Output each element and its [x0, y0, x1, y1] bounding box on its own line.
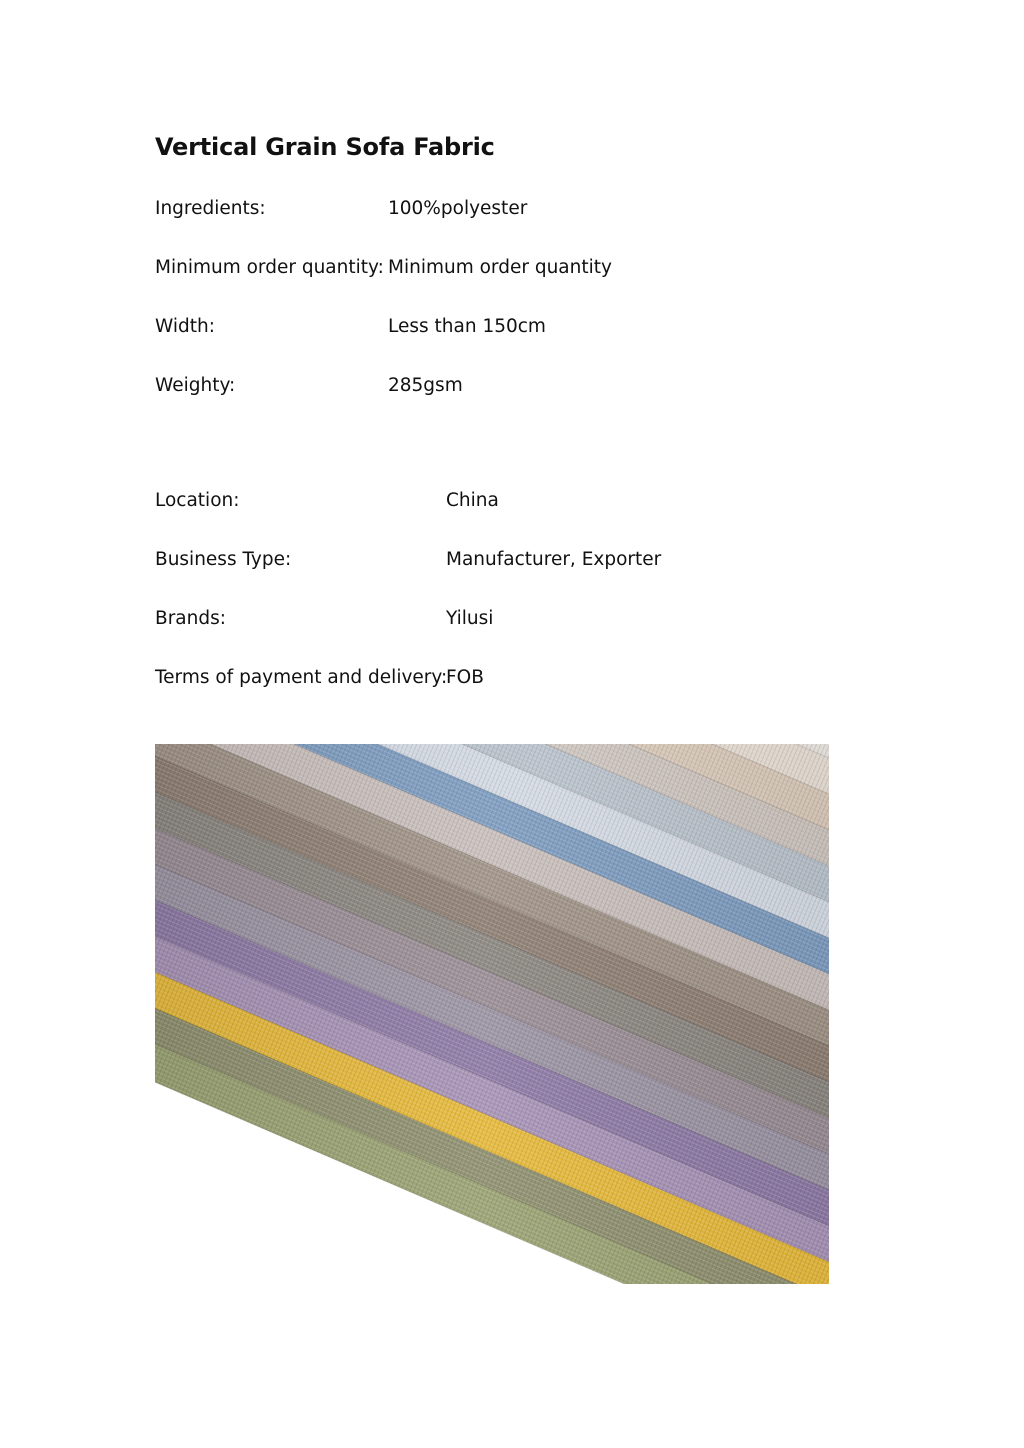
- spec-label: Weighty:: [155, 375, 236, 396]
- company-value: China: [446, 490, 499, 511]
- company-value: Manufacturer, Exporter: [446, 549, 662, 570]
- page-title: Vertical Grain Sofa Fabric: [155, 133, 495, 161]
- company-label: Business Type:: [155, 549, 292, 570]
- spec-label: Ingredients:: [155, 198, 266, 219]
- company-value: Yilusi: [446, 608, 494, 629]
- company-label: Brands:: [155, 608, 226, 629]
- spec-label: Minimum order quantity:: [155, 257, 384, 278]
- fabric-swatches-image: [155, 744, 829, 1284]
- spec-value: Minimum order quantity: [388, 257, 612, 278]
- company-label: Location:: [155, 490, 240, 511]
- spec-label: Width:: [155, 316, 215, 337]
- spec-value: 285gsm: [388, 375, 463, 396]
- spec-value: Less than 150cm: [388, 316, 546, 337]
- fabric-swatches-illustration: [155, 744, 829, 1284]
- company-value: FOB: [446, 667, 484, 688]
- spec-value: 100%polyester: [388, 198, 528, 219]
- company-label: Terms of payment and delivery:: [155, 667, 448, 688]
